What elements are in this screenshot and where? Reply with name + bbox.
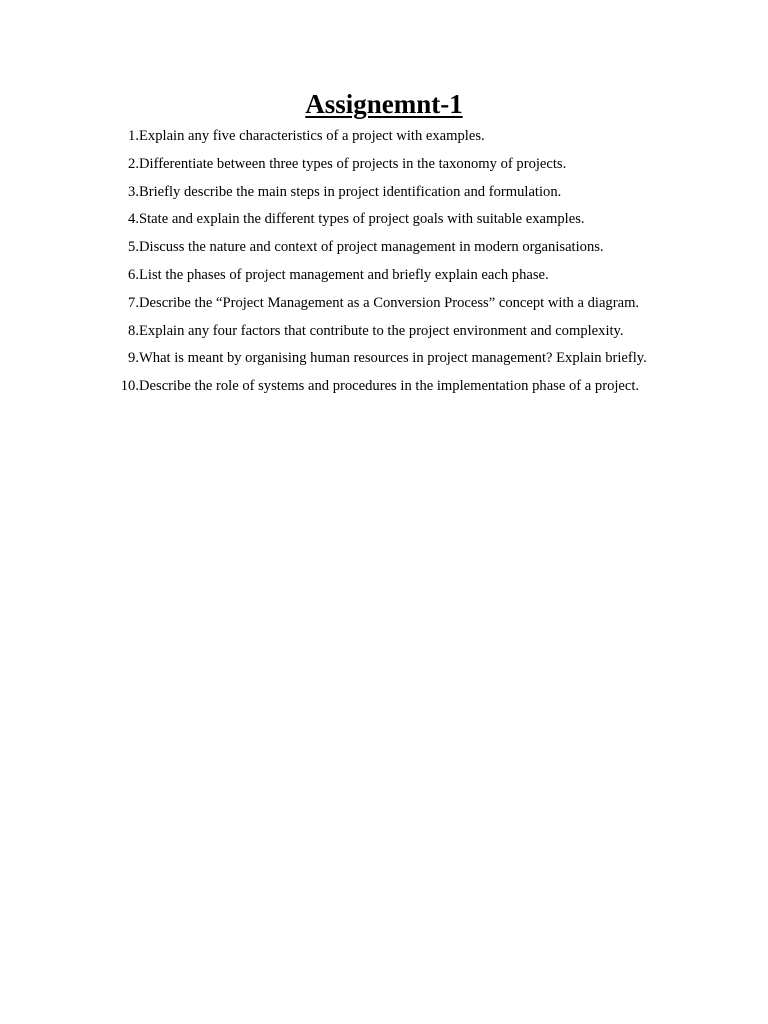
list-item — [112, 237, 732, 265]
list-item — [112, 154, 732, 182]
question-number: 4. — [128, 211, 139, 228]
question-number: 8. — [128, 322, 139, 339]
question-number: 10. — [120, 378, 139, 395]
question-text: Explain any four factors that contribute to the project environment and complexity. — [139, 322, 624, 339]
list-item — [112, 265, 732, 293]
question-number: 7. — [128, 294, 139, 311]
question-number: 3. — [128, 183, 139, 200]
question-text: State and explain the different types of project goals with suitable examples. — [139, 211, 585, 228]
question-text: Describe the “Project Management as a Conversion Process” concept with a diagram. — [139, 294, 640, 311]
question-number: 5. — [128, 239, 139, 256]
list-item — [112, 321, 732, 349]
question-text: What is meant by organising human resources in project management? Explain briefly. — [139, 350, 647, 367]
page-title: Assignemnt-1 — [305, 89, 463, 119]
list-item — [112, 182, 732, 210]
question-text: Briefly describe the main steps in project identification and formulation. — [139, 183, 562, 200]
list-item — [112, 348, 732, 376]
question-text: Explain any five characteristics of a project with examples. — [139, 128, 485, 144]
question-number: 9. — [128, 350, 139, 367]
question-text: Discuss the nature and context of project management in modern organisations. — [139, 239, 604, 256]
list-item — [112, 126, 732, 154]
list-item — [112, 293, 732, 321]
question-text: List the phases of project management and briefly explain each phase. — [139, 266, 549, 283]
question-text: Describe the role of systems and procedures in the implementation phase of a project. — [139, 378, 640, 395]
question-list — [112, 126, 732, 404]
list-item — [112, 209, 732, 237]
question-number: 6. — [128, 266, 139, 283]
question-text: Differentiate between three types of projects in the taxonomy of projects. — [139, 155, 567, 172]
list-item — [112, 376, 732, 404]
question-number: 2. — [128, 155, 139, 172]
question-number: 1. — [128, 128, 139, 144]
